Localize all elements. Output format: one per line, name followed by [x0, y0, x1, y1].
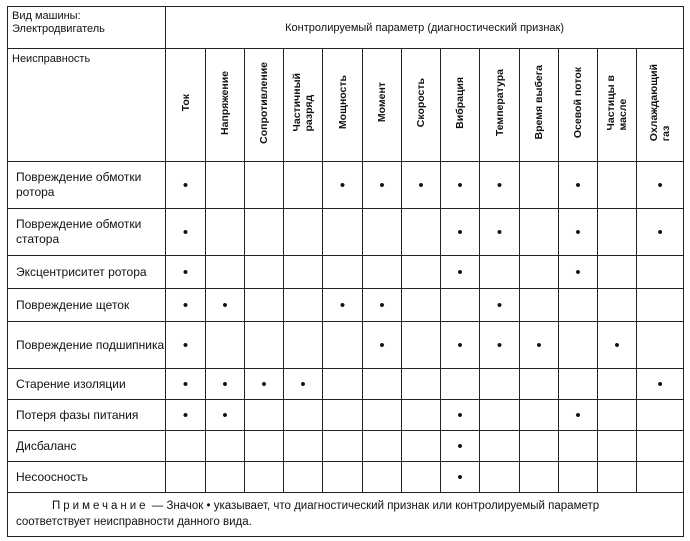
diagnostic-matrix-table — [7, 6, 684, 537]
empty-cell — [559, 369, 598, 400]
empty-cell — [559, 462, 598, 493]
mark-dot: • — [441, 462, 480, 493]
empty-cell — [520, 162, 559, 209]
empty-cell — [245, 322, 284, 369]
empty-cell — [520, 431, 559, 462]
mark-dot: • — [441, 322, 480, 369]
fault-name: Эксцентриситет ротора — [8, 256, 166, 289]
note-text: — Значок • указывает, что диагностический признак или контролируемый параметр соответствует неисправности данного вида. — [16, 500, 600, 528]
mark-dot: • — [637, 209, 684, 256]
empty-cell — [206, 462, 245, 493]
empty-cell — [520, 289, 559, 322]
empty-cell — [323, 322, 363, 369]
empty-cell — [598, 462, 637, 493]
param-header-0 — [166, 49, 206, 162]
empty-cell — [598, 209, 637, 256]
empty-cell — [598, 369, 637, 400]
param-header-12 — [637, 49, 684, 162]
empty-cell — [598, 431, 637, 462]
empty-cell — [363, 209, 402, 256]
empty-cell — [520, 462, 559, 493]
mark-dot: • — [598, 322, 637, 369]
param-label: Ток — [179, 93, 192, 112]
empty-cell — [520, 209, 559, 256]
mark-dot: • — [166, 256, 206, 289]
empty-cell — [284, 400, 323, 431]
empty-cell — [245, 256, 284, 289]
param-label: Частичный разряд — [291, 73, 315, 132]
param-header-row — [8, 49, 684, 162]
empty-cell — [402, 462, 441, 493]
param-header-6 — [402, 49, 441, 162]
mark-dot: • — [559, 400, 598, 431]
param-label: Частицы в масле — [605, 74, 629, 131]
empty-cell — [245, 289, 284, 322]
machine-label: Вид машины: — [12, 10, 81, 22]
empty-cell — [441, 289, 480, 322]
fault-rows — [8, 162, 684, 493]
empty-cell — [480, 462, 520, 493]
mark-dot: • — [480, 209, 520, 256]
mark-dot: • — [166, 209, 206, 256]
empty-cell — [637, 256, 684, 289]
param-label: Момент — [376, 82, 388, 123]
mark-dot: • — [166, 289, 206, 322]
param-header-5 — [363, 49, 402, 162]
machine-value: Электродвигатель — [12, 23, 105, 35]
mark-dot: • — [166, 322, 206, 369]
empty-cell — [284, 462, 323, 493]
param-label: Сопротивление — [258, 61, 270, 144]
mark-dot: • — [245, 369, 284, 400]
mark-dot: • — [363, 322, 402, 369]
fault-name: Повреждение обмотки статора — [8, 209, 166, 256]
fault-row — [8, 431, 684, 462]
empty-cell — [245, 162, 284, 209]
mark-dot: • — [441, 400, 480, 431]
empty-cell — [284, 256, 323, 289]
empty-cell — [559, 431, 598, 462]
empty-cell — [598, 256, 637, 289]
empty-cell — [323, 400, 363, 431]
mark-dot: • — [284, 369, 323, 400]
empty-cell — [363, 369, 402, 400]
empty-cell — [245, 431, 284, 462]
empty-cell — [480, 400, 520, 431]
params-title: Контролируемый параметр (диагностический признак) — [166, 7, 684, 49]
fault-row — [8, 289, 684, 322]
empty-cell — [245, 209, 284, 256]
param-label: Вибрация — [454, 76, 466, 129]
mark-dot: • — [559, 209, 598, 256]
empty-cell — [363, 462, 402, 493]
empty-cell — [284, 322, 323, 369]
mark-dot: • — [441, 162, 480, 209]
mark-dot: • — [166, 369, 206, 400]
empty-cell — [206, 162, 245, 209]
fault-name: Несоосность — [8, 462, 166, 493]
param-label: Температура — [493, 68, 506, 137]
empty-cell — [363, 400, 402, 431]
empty-cell — [402, 431, 441, 462]
fault-row — [8, 256, 684, 289]
mark-dot: • — [441, 209, 480, 256]
header-row-top — [8, 7, 684, 49]
empty-cell — [480, 369, 520, 400]
empty-cell — [480, 431, 520, 462]
empty-cell — [441, 369, 480, 400]
mark-dot: • — [441, 256, 480, 289]
empty-cell — [323, 209, 363, 256]
empty-cell — [206, 256, 245, 289]
empty-cell — [637, 322, 684, 369]
empty-cell — [637, 400, 684, 431]
empty-cell — [598, 289, 637, 322]
empty-cell — [206, 322, 245, 369]
mark-dot: • — [323, 289, 363, 322]
empty-cell — [637, 431, 684, 462]
empty-cell — [402, 322, 441, 369]
machine-type-cell — [8, 7, 166, 49]
empty-cell — [166, 462, 206, 493]
param-header-1 — [206, 49, 245, 162]
empty-cell — [323, 256, 363, 289]
empty-cell — [166, 431, 206, 462]
mark-dot: • — [363, 289, 402, 322]
mark-dot: • — [637, 162, 684, 209]
fault-name: Повреждение обмотки ротора — [8, 162, 166, 209]
empty-cell — [206, 431, 245, 462]
mark-dot: • — [637, 369, 684, 400]
param-header-7 — [441, 49, 480, 162]
empty-cell — [284, 289, 323, 322]
param-label: Мощность — [336, 75, 349, 130]
empty-cell — [284, 162, 323, 209]
fault-row — [8, 162, 684, 209]
empty-cell — [402, 369, 441, 400]
empty-cell — [520, 400, 559, 431]
fault-row — [8, 369, 684, 400]
param-header-10 — [559, 49, 598, 162]
empty-cell — [637, 289, 684, 322]
mark-dot: • — [363, 162, 402, 209]
mark-dot: • — [402, 162, 441, 209]
empty-cell — [402, 400, 441, 431]
fault-name: Повреждение щеток — [8, 289, 166, 322]
empty-cell — [402, 289, 441, 322]
empty-cell — [637, 462, 684, 493]
faults-title: Неисправность — [8, 49, 166, 162]
param-header-4 — [323, 49, 363, 162]
param-label: Время выбега — [533, 65, 545, 140]
empty-cell — [206, 209, 245, 256]
fault-name: Старение изоляции — [8, 369, 166, 400]
mark-dot: • — [520, 322, 559, 369]
empty-cell — [284, 431, 323, 462]
mark-dot: • — [206, 369, 245, 400]
param-label: Осевой поток — [572, 66, 584, 139]
mark-dot: • — [559, 162, 598, 209]
note-label: Примечание — [52, 500, 149, 512]
empty-cell — [598, 162, 637, 209]
mark-dot: • — [441, 431, 480, 462]
empty-cell — [598, 400, 637, 431]
mark-dot: • — [206, 289, 245, 322]
mark-dot: • — [166, 162, 206, 209]
note-cell — [8, 493, 684, 537]
mark-dot: • — [480, 289, 520, 322]
param-header-11 — [598, 49, 637, 162]
mark-dot: • — [166, 400, 206, 431]
fault-row — [8, 400, 684, 431]
empty-cell — [323, 369, 363, 400]
empty-cell — [402, 256, 441, 289]
param-label: Скорость — [415, 77, 427, 128]
fault-row — [8, 322, 684, 369]
param-label: Охлаждающий газ — [648, 63, 673, 142]
param-header-2 — [245, 49, 284, 162]
empty-cell — [323, 431, 363, 462]
empty-cell — [520, 256, 559, 289]
mark-dot: • — [206, 400, 245, 431]
empty-cell — [559, 322, 598, 369]
mark-dot: • — [323, 162, 363, 209]
empty-cell — [480, 256, 520, 289]
empty-cell — [520, 369, 559, 400]
empty-cell — [363, 431, 402, 462]
param-header-8 — [480, 49, 520, 162]
note-row — [8, 493, 684, 537]
mark-dot: • — [480, 322, 520, 369]
empty-cell — [284, 209, 323, 256]
empty-cell — [402, 209, 441, 256]
empty-cell — [245, 462, 284, 493]
mark-dot: • — [559, 256, 598, 289]
param-header-3 — [284, 49, 323, 162]
empty-cell — [245, 400, 284, 431]
empty-cell — [363, 256, 402, 289]
fault-row — [8, 209, 684, 256]
fault-name: Повреждение подшипника — [8, 322, 166, 369]
empty-cell — [323, 462, 363, 493]
fault-name: Дисбаланс — [8, 431, 166, 462]
empty-cell — [559, 289, 598, 322]
param-header-9 — [520, 49, 559, 162]
param-label: Напряжение — [219, 70, 231, 135]
fault-name: Потеря фазы питания — [8, 400, 166, 431]
fault-row — [8, 462, 684, 493]
mark-dot: • — [480, 162, 520, 209]
